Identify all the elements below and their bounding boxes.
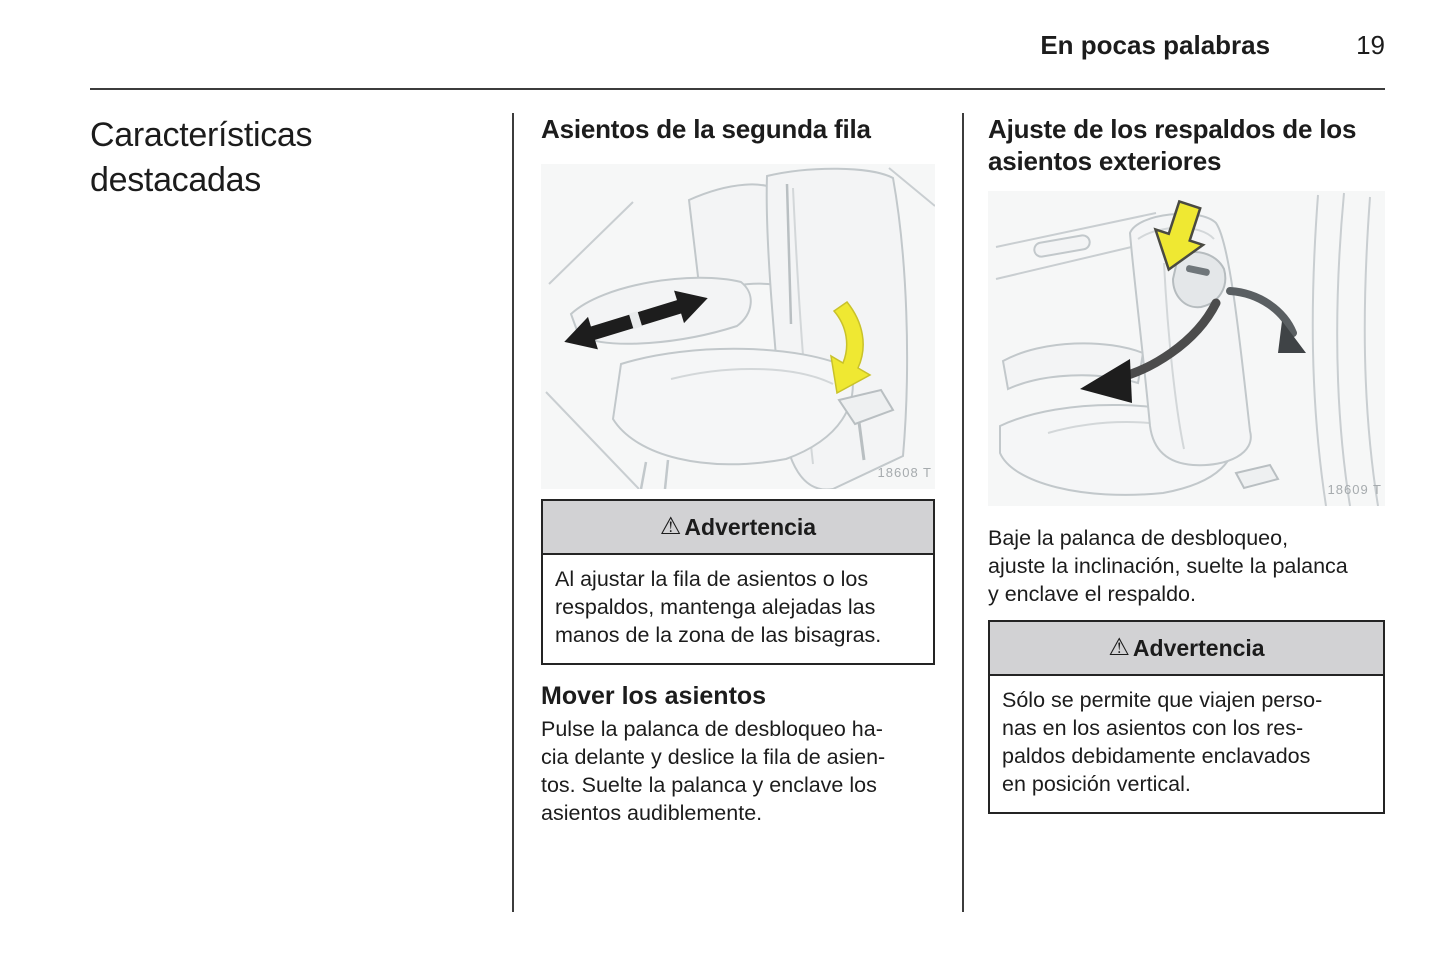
warning-title: Advertencia [684, 513, 817, 540]
figure-backrest-adjust [988, 191, 1385, 506]
figure-number-label: 18608 T [877, 465, 932, 480]
paragraph-line: Pulse la palanca de desbloqueo ha- [541, 717, 883, 741]
paragraph-line: tos. Suelte la palanca y enclave los [541, 773, 877, 797]
warning-header [990, 622, 1383, 676]
page-header [90, 30, 1385, 61]
subsection-heading-move-seats: Mover los asientos [541, 682, 767, 710]
header-rule [90, 88, 1385, 90]
warning-header [543, 501, 933, 555]
warning-text-line: respaldos, mantenga alejadas las [555, 595, 876, 619]
paragraph-line: y enclave el respaldo. [988, 582, 1196, 606]
warning-text-line: Al ajustar la fila de asientos o los [555, 567, 869, 591]
seat-slide-illustration [541, 164, 935, 489]
chapter-title [90, 113, 490, 203]
chapter-title-line: Características [90, 116, 313, 154]
section-heading-line: Ajuste de los respaldos de los [988, 114, 1357, 144]
section-heading-backrest-adjust [988, 113, 1385, 177]
paragraph-line: ajuste la inclinación, suelte la palanca [988, 554, 1348, 578]
warning-triangle-icon: ⚠ [659, 513, 682, 540]
warning-triangle-icon: ⚠ [1108, 634, 1130, 661]
paragraph-line: asientos audiblemente. [541, 801, 763, 825]
figure-number-label: 18609 T [1327, 482, 1382, 497]
backrest-adjust-paragraph [988, 524, 1385, 608]
warning-text-line: en posición vertical. [1002, 772, 1191, 796]
column-left [90, 113, 490, 203]
backrest-adjust-illustration [988, 191, 1385, 506]
warning-text-line: manos de la zona de las bisagras. [555, 623, 882, 647]
warning-text-line: Sólo se permite que viajen perso- [1002, 688, 1323, 712]
warning-body [990, 676, 1383, 812]
warning-text-line: nas en los asientos con los res- [1002, 716, 1304, 740]
figure-second-row-seats [541, 164, 935, 489]
section-heading-second-row-seats: Asientos de la segunda fila [541, 114, 871, 144]
column-right [988, 113, 1385, 814]
column-middle [541, 113, 935, 827]
move-seats-paragraph [541, 715, 935, 827]
page-number: 19 [1356, 30, 1385, 60]
column-divider-2 [962, 113, 964, 912]
warning-box-second-row [541, 499, 935, 665]
column-divider-1 [512, 113, 514, 912]
section-heading-line: asientos exteriores [988, 146, 1222, 176]
warning-text-line: paldos debidamente enclavados [1002, 744, 1311, 768]
paragraph-line: cia delante y deslice la fila de asien- [541, 745, 886, 769]
chapter-title-line: destacadas [90, 161, 261, 199]
warning-body [543, 555, 933, 663]
paragraph-line: Baje la palanca de desbloqueo, [988, 526, 1289, 550]
section-title: En pocas palabras [1040, 30, 1271, 60]
warning-box-backrest [988, 620, 1385, 814]
warning-title: Advertencia [1132, 634, 1265, 661]
